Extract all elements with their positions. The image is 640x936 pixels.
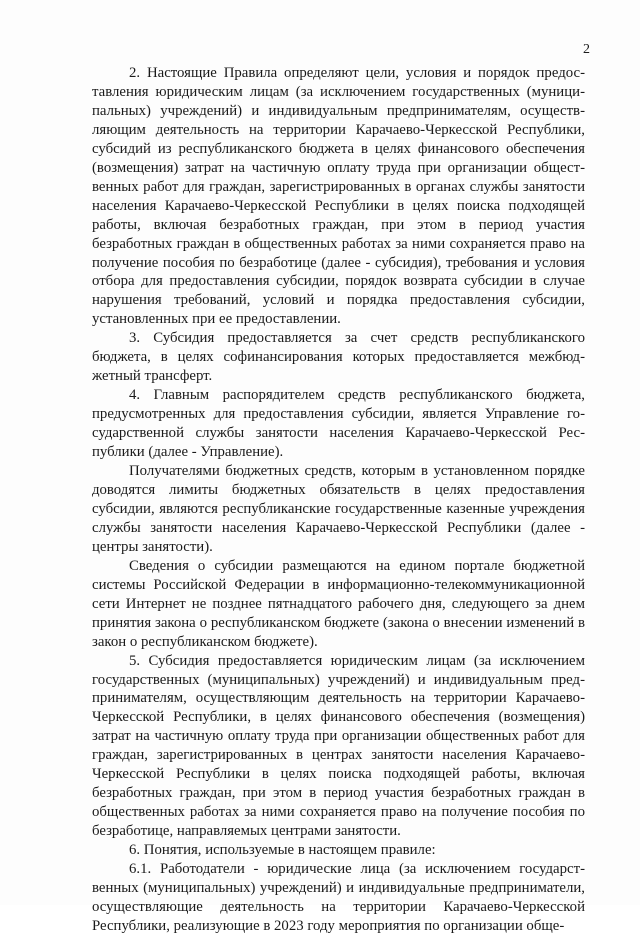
paragraph-budget-recipients: Получателями бюджетных средств, которым в установленном порядке доводятся лимиты бюджетных обязательств в целях предоставления субсидии, являются республиканские государственные казенные учреждения службы занятости населения Карачаево-Черкесской Республики (далее - центры занятости). [92, 463, 585, 555]
paragraph-5-subsidy-recipients: 5. Субсидия предоставляется юридическим лицам (за исключением государственных (муниципальных) учреждений) и индивидуальным предпринимателям, осуществляющим деятельность на территории Карачаево-Черкесской Республики, в целях финансового обеспечения (возмещения) затрат на частичную оплату труда при организации общественных работ для граждан, зарегистрированных в центрах занятости населения Карачаево-Черкесской Республики в целях поиска подходящей работы, включая безработных граждан, при этом в период участия безработных граждан в общественных работах за ними сохраняется право на получение пособия по безработице, направляемых центрами занятости. [92, 652, 585, 840]
page-number: 2 [583, 42, 590, 57]
document-body [92, 64, 585, 936]
paragraph-subsidy-publication: Сведения о субсидии размещаются на едином портале бюджетной системы Российской Федерации в информационно-телекоммуникационной сети Интернет не позднее пятнадцатого рабочего дня, следующего за днем принятия закона о республиканском бюджете (закона о внесении изменений в закон о республиканском бюджете). [92, 557, 585, 650]
paragraph-4-main-administrator: 4. Главным распорядителем средств республиканского бюджета, предусмотренных для предоставления субсидии, является Управление государственной службы занятости населения Карачаево-Черкесской Республики (далее - Управление). [92, 387, 585, 461]
paragraph-6-1-employers: 6.1. Работодатели - юридические лица (за исключением государственных (муниципальных) учреждений) и индивидуальные предприниматели, осуществляющие деятельность на территории Карачаево-Черкесской Республики, реализующие в 2023 году мероприятия по организации обще- [92, 861, 585, 934]
paragraph-6-definitions: 6. Понятия, используемые в настоящем правиле: [129, 842, 436, 859]
paragraph-2-rules-purpose: 2. Настоящие Правила определяют цели, условия и порядок предоставления юридическим лицам (за исключением государственных (муниципальных) учреждений) и индивидуальным предпринимателям, осуществляющим деятельность на территории Карачаево-Черкесской Республики, субсидий из республиканского бюджета в целях финансового обеспечения (возмещения) затрат на частичную оплату труда при организации общественных работ для граждан, зарегистрированных в органах службы занятости населения Карачаево-Черкесской Республики в целях поиска подходящей работы, включая безработных граждан, при этом в период участия безработных граждан в общественных работах за ними сохраняется право на получение пособия по безработице (далее - субсидия), требования и условия отбора для предоставления субсидии, порядок возврата субсидии в случае нарушения требований, условий и порядка предоставления субсидии, установленных при ее предоставлении. [92, 65, 585, 328]
paragraph-3-funding-source: 3. Субсидия предоставляется за счет средств республиканского бюджета, в целях софинансирования которых предоставляется межбюджетный трансферт. [92, 330, 585, 385]
